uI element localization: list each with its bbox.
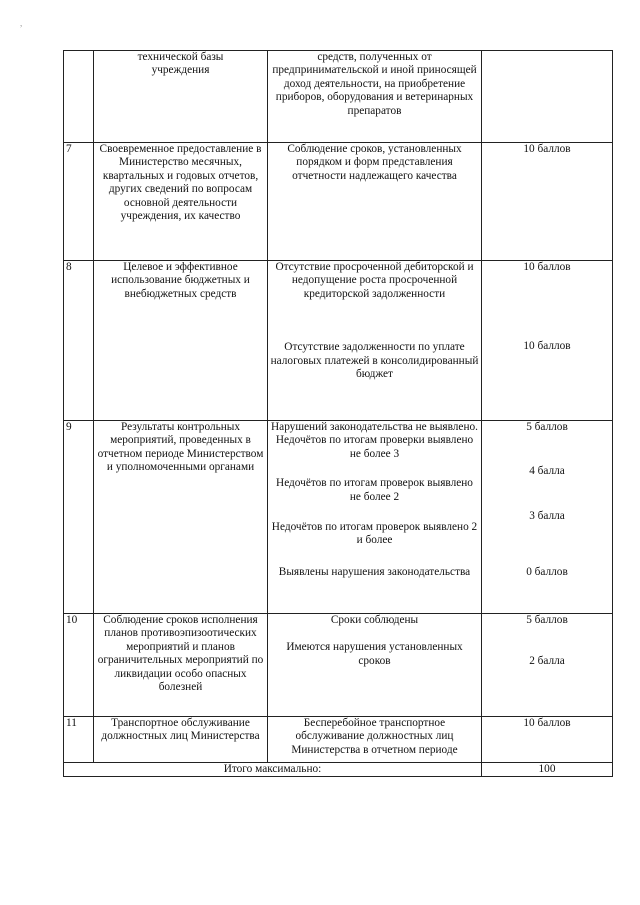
table-row [64, 261, 613, 421]
criterion-text: Результаты контрольных мероприятий, проведенных в отчетном периоде Министерством и уполномоченными органами [94, 421, 268, 614]
condition-item: средств, полученных от предпринимательской и иной приносящей доход деятельности, на приобретение приборов, оборудования и ветеринарных препаратов [272, 51, 477, 117]
score-value: 3 балла [529, 509, 565, 522]
criterion-text: Соблюдение сроков исполнения планов противоэпизоотических мероприятий и планов ограничительных мероприятий по ликвидации особо опасных болезней [94, 614, 268, 717]
row-number: 11 [64, 717, 94, 763]
condition-item: Имеются нарушения установленных сроков [286, 641, 463, 667]
row-number: 7 [64, 143, 94, 261]
row-number [64, 51, 94, 143]
condition-text [268, 51, 482, 143]
condition-item: Нарушений законодательства не выявлено. Недочётов по итогам проверки выявлено не более 3 [271, 421, 478, 460]
condition-item: Бесперебойное транспортное обслуживание должностных лиц Министерства в отчетном периоде [291, 717, 458, 756]
total-value: 100 [482, 763, 613, 777]
table-row [64, 143, 613, 261]
table-row [64, 421, 613, 614]
criterion-text: Своевременное предоставление в Министерство месячных, квартальных и годовых отчетов, других сведений по вопросам основной деятельности учреждения, их качество [94, 143, 268, 261]
total-row [64, 763, 613, 777]
margin-mark: , [20, 18, 23, 28]
criteria-table [63, 50, 613, 777]
condition-item: Сроки соблюдены [330, 614, 419, 626]
condition-text [268, 614, 482, 717]
row-number: 8 [64, 261, 94, 421]
condition-item: Недочётов по итогам проверок выявлено не более 2 [276, 477, 473, 503]
condition-item: Недочётов по итогам проверок выявлено 2 и более [271, 521, 478, 547]
criterion-text: технической базы учреждения [94, 51, 268, 143]
score-value: 10 баллов [523, 143, 571, 155]
condition-text [268, 143, 482, 261]
table-row [64, 717, 613, 763]
criterion-text: Транспортное обслуживание должностных лиц Министерства [94, 717, 268, 763]
score-cell [482, 421, 613, 614]
score-value: 10 баллов [523, 717, 571, 729]
condition-item: Выявлены нарушения законодательства [278, 565, 471, 578]
condition-item: Соблюдение сроков, установленных порядком и форм представления отчетности надлежащего качества [287, 143, 462, 182]
table-row [64, 51, 613, 143]
score-value: 0 баллов [526, 566, 568, 579]
total-label: Итого максимально: [64, 763, 482, 777]
score-cell [482, 717, 613, 763]
row-number: 9 [64, 421, 94, 614]
score-value: 5 баллов [526, 614, 568, 626]
condition-text [268, 421, 482, 614]
score-value: 5 баллов [526, 421, 568, 433]
score-value: 2 балла [529, 655, 565, 668]
score-cell [482, 51, 613, 143]
score-value: 4 балла [529, 465, 565, 478]
condition-item: Отсутствие задолженности по уплате налоговых платежей в консолидированный бюджет [270, 341, 479, 381]
criterion-text: Целевое и эффективное использование бюджетных и внебюджетных средств [94, 261, 268, 421]
condition-text [268, 717, 482, 763]
condition-item: Отсутствие просроченной дебиторской и недопущение роста просроченной кредиторской задолженности [275, 261, 474, 300]
condition-text [268, 261, 482, 421]
score-value: 10 баллов [523, 261, 571, 273]
score-cell [482, 143, 613, 261]
score-cell [482, 261, 613, 421]
table-row [64, 614, 613, 717]
score-cell [482, 614, 613, 717]
row-number: 10 [64, 614, 94, 717]
score-value: 10 баллов [523, 340, 571, 353]
